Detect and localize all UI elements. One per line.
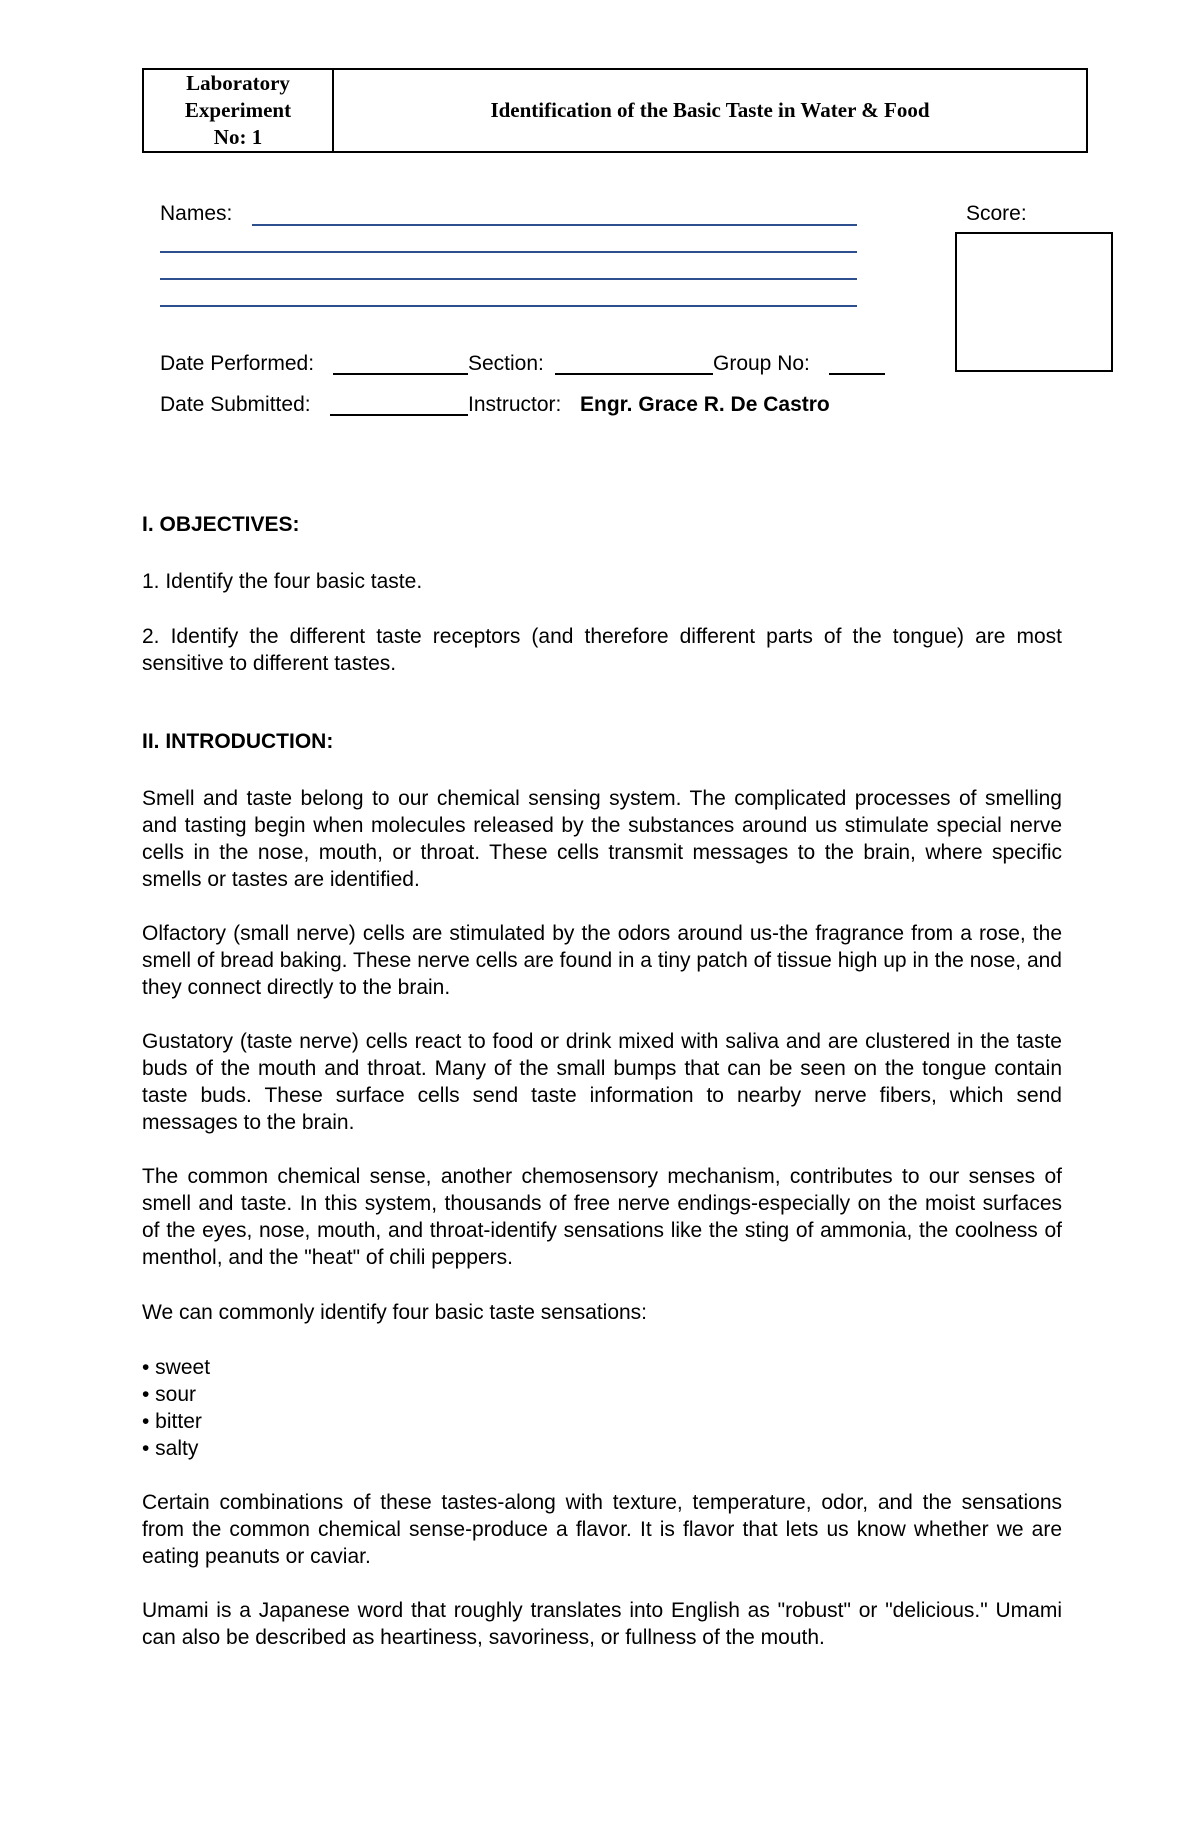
instructor-name: Engr. Grace R. De Castro [580,393,830,416]
experiment-title: Identification of the Basic Taste in Water & Food [490,98,930,122]
names-label: Names: [160,202,233,225]
intro-paragraph-7: Umami is a Japanese word that roughly translates into English as "robust" or "delicious." Umami can also be described as heartiness, savoriness, or fullness of the mouth. [142,1599,1062,1649]
experiment-line-2: Experiment [184,98,292,122]
intro-paragraph-2: Olfactory (small nerve) cells are stimulated by the odors around us-the fragrance from a rose, the smell of bread baking. These nerve cells are found in a tiny patch of tissue high up in the nose, and they connect directly to the brain. [142,922,1062,999]
score-box[interactable] [955,232,1113,372]
intro-paragraph-4: The common chemical sense, another chemosensory mechanism, contributes to our senses of smell and taste. In this system, thousands of free nerve endings-especially on the moist surfaces of the eyes, nose, mouth, and throat-identify sensations like the sting of ammonia, the coolness of menthol, and the "heat" of chili peppers. [142,1165,1062,1269]
group-label: Group No: [713,352,810,375]
header-table [142,68,1088,153]
objective-item-1: 1. Identify the four basic taste. [142,570,423,593]
names-line-2[interactable] [160,251,857,253]
experiment-line-1: Laboratory [186,71,290,95]
intro-paragraph-3: Gustatory (taste nerve) cells react to food or drink mixed with saliva and are clustered in the taste buds of the mouth and throat. Many of the small bumps that can be seen on the tongue contain taste buds. These surface cells send taste information to nearby nerve fibers, which send messages to the brain. [142,1030,1062,1134]
experiment-line-3: No: 1 [213,125,263,149]
objectives-heading: I. OBJECTIVES: [142,513,300,536]
group-field[interactable] [829,373,885,375]
intro-paragraph-6: Certain combinations of these tastes-along with texture, temperature, odor, and the sensations from the common chemical sense-produce a flavor. It is flavor that lets us know whether we are eating peanuts or caviar. [142,1491,1062,1568]
list-item: • salty [142,1437,199,1460]
names-line-1[interactable] [252,224,857,226]
names-line-3[interactable] [160,278,857,280]
section-field[interactable] [555,373,713,375]
date-submitted-label: Date Submitted: [160,393,311,416]
introduction-heading: II. INTRODUCTION: [142,730,334,753]
experiment-number-cell [144,70,334,151]
score-label: Score: [966,202,1027,225]
intro-paragraph-1: Smell and taste belong to our chemical sensing system. The complicated processes of smelling and tasting begin when molecules released by the substances around us stimulate special nerve cells in the nose, mouth, or throat. These cells transmit messages to the brain, where specific smells or tastes are identified. [142,787,1062,891]
date-submitted-field[interactable] [330,414,468,416]
taste-list [142,1354,210,1462]
date-performed-field[interactable] [333,373,468,375]
instructor-label: Instructor: [468,393,562,416]
list-item: • bitter [142,1410,202,1433]
list-item: • sour [142,1383,197,1406]
intro-paragraph-5: We can commonly identify four basic taste sensations: [142,1301,648,1324]
objective-item-2: 2. Identify the different taste receptors (and therefore different parts of the tongue) are most sensitive to different tastes. [142,625,1062,675]
section-label: Section: [468,352,544,375]
names-line-4[interactable] [160,305,857,307]
date-performed-label: Date Performed: [160,352,315,375]
list-item: • sweet [142,1356,211,1379]
